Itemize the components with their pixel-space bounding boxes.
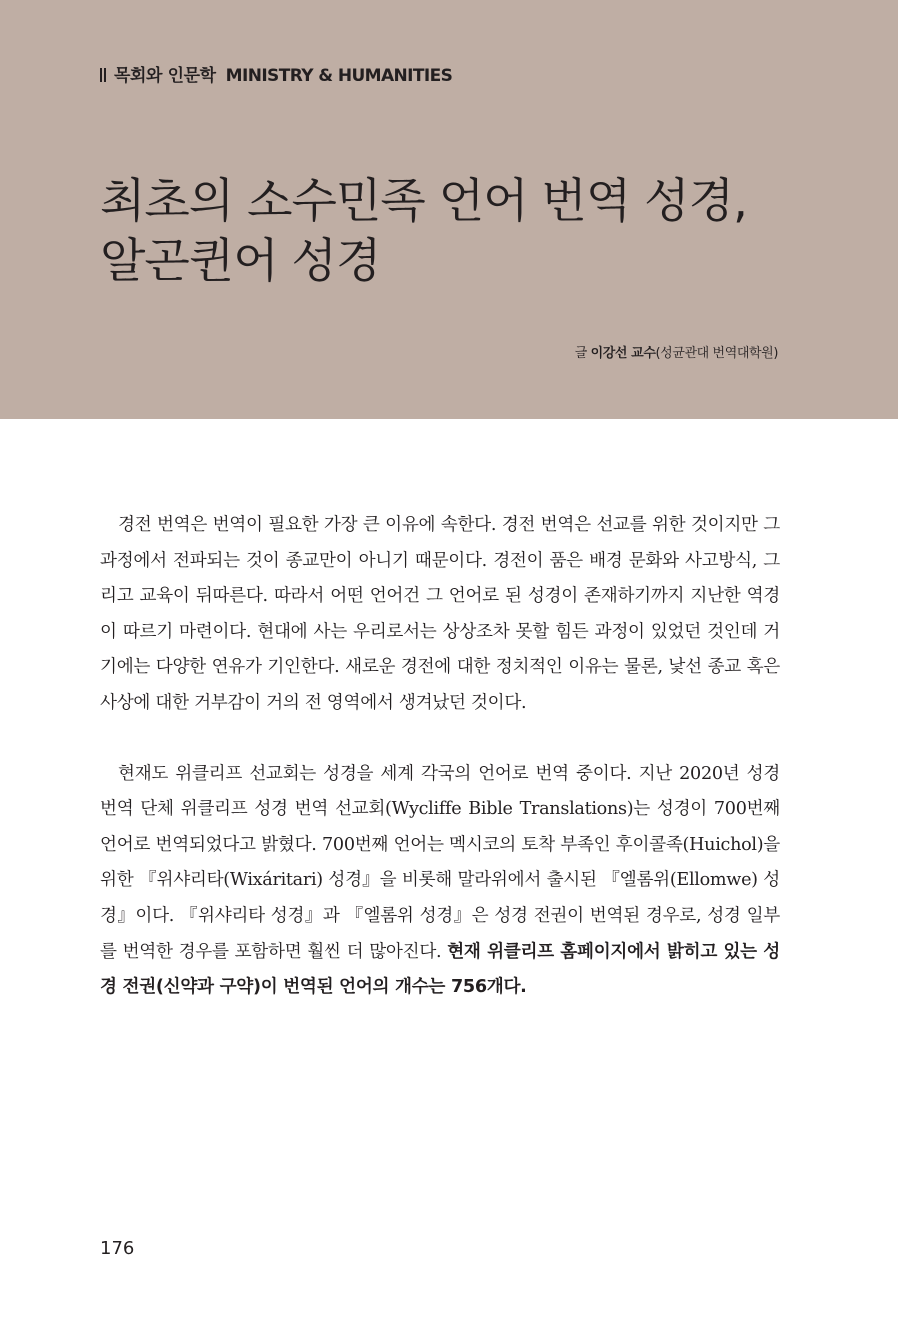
- body-paragraph-2: [100, 757, 780, 1006]
- section-label-korean: 목회와 인문학: [114, 66, 216, 86]
- body-paragraph-2-emphasis: 현재 위클리프 홈페이지에서 밝히고 있는 성경 전권(신약과 구약)이 번역된 언어의 개수는 756개다.: [100, 941, 780, 998]
- page-number: 176: [100, 1238, 135, 1259]
- double-bar-icon: [100, 68, 106, 82]
- author-byline: [575, 342, 778, 361]
- article-body: [100, 508, 780, 1006]
- author-affiliation: (성균관대 번역대학원): [655, 346, 778, 361]
- article-title-line-1: 최초의 소수민족 언어 번역 성경,: [100, 174, 747, 229]
- section-label-english: MINISTRY & HUMANITIES: [225, 66, 453, 86]
- header-band: [0, 0, 898, 419]
- author-name: 이강선 교수: [590, 346, 656, 361]
- article-title: [100, 172, 747, 292]
- body-paragraph-1: 경전 번역은 번역이 필요한 가장 큰 이유에 속한다. 경전 번역은 선교를 위한 것이지만 그 과정에서 전파되는 것이 종교만이 아니기 때문이다. 경전이 품은 배경 문화와 사고방식, 그리고 교육이 뒤따른다. 따라서 어떤 언어건 그 언어로 된 성경이 존재하기까지 지난한 역경이 따르기 마련이다. 현대에 사는 우리로서는 상상조차 못할 힘든 과정이 있었던 것인데 거기에는 다양한 연유가 기인한다. 새로운 경전에 대한 정치적인 이유는 물론, 낯선 종교 혹은 사상에 대한 거부감이 거의 전 영역에서 생겨났던 것이다.: [100, 515, 780, 713]
- article-title-line-2: 알곤퀸어 성경: [100, 234, 381, 289]
- byline-prefix: 글: [574, 346, 591, 361]
- body-paragraph-2-text: 현재도 위클리프 선교회는 성경을 세계 각국의 언어로 번역 중이다. 지난 2020년 성경 번역 단체 위클리프 성경 번역 선교회(Wycliffe Bible Translations)는 성경이 700번째 언어로 번역되었다고 밝혔다. 700번째 언어는 멕시코의 토착 부족인 후이콜족(Huichol)을 위한 『위샤리타(Wixáritari) 성경』을 비롯해 말라위에서 출시된 『엘롬위(Ellomwe) 성경』이다. 『위샤리타 성경』과 『엘롬위 성경』은 성경 전권이 번역된 경우로, 성경 일부를 번역한 경우를 포함하면 훨씬 더 많아진다.: [100, 763, 780, 962]
- section-label: [100, 61, 452, 86]
